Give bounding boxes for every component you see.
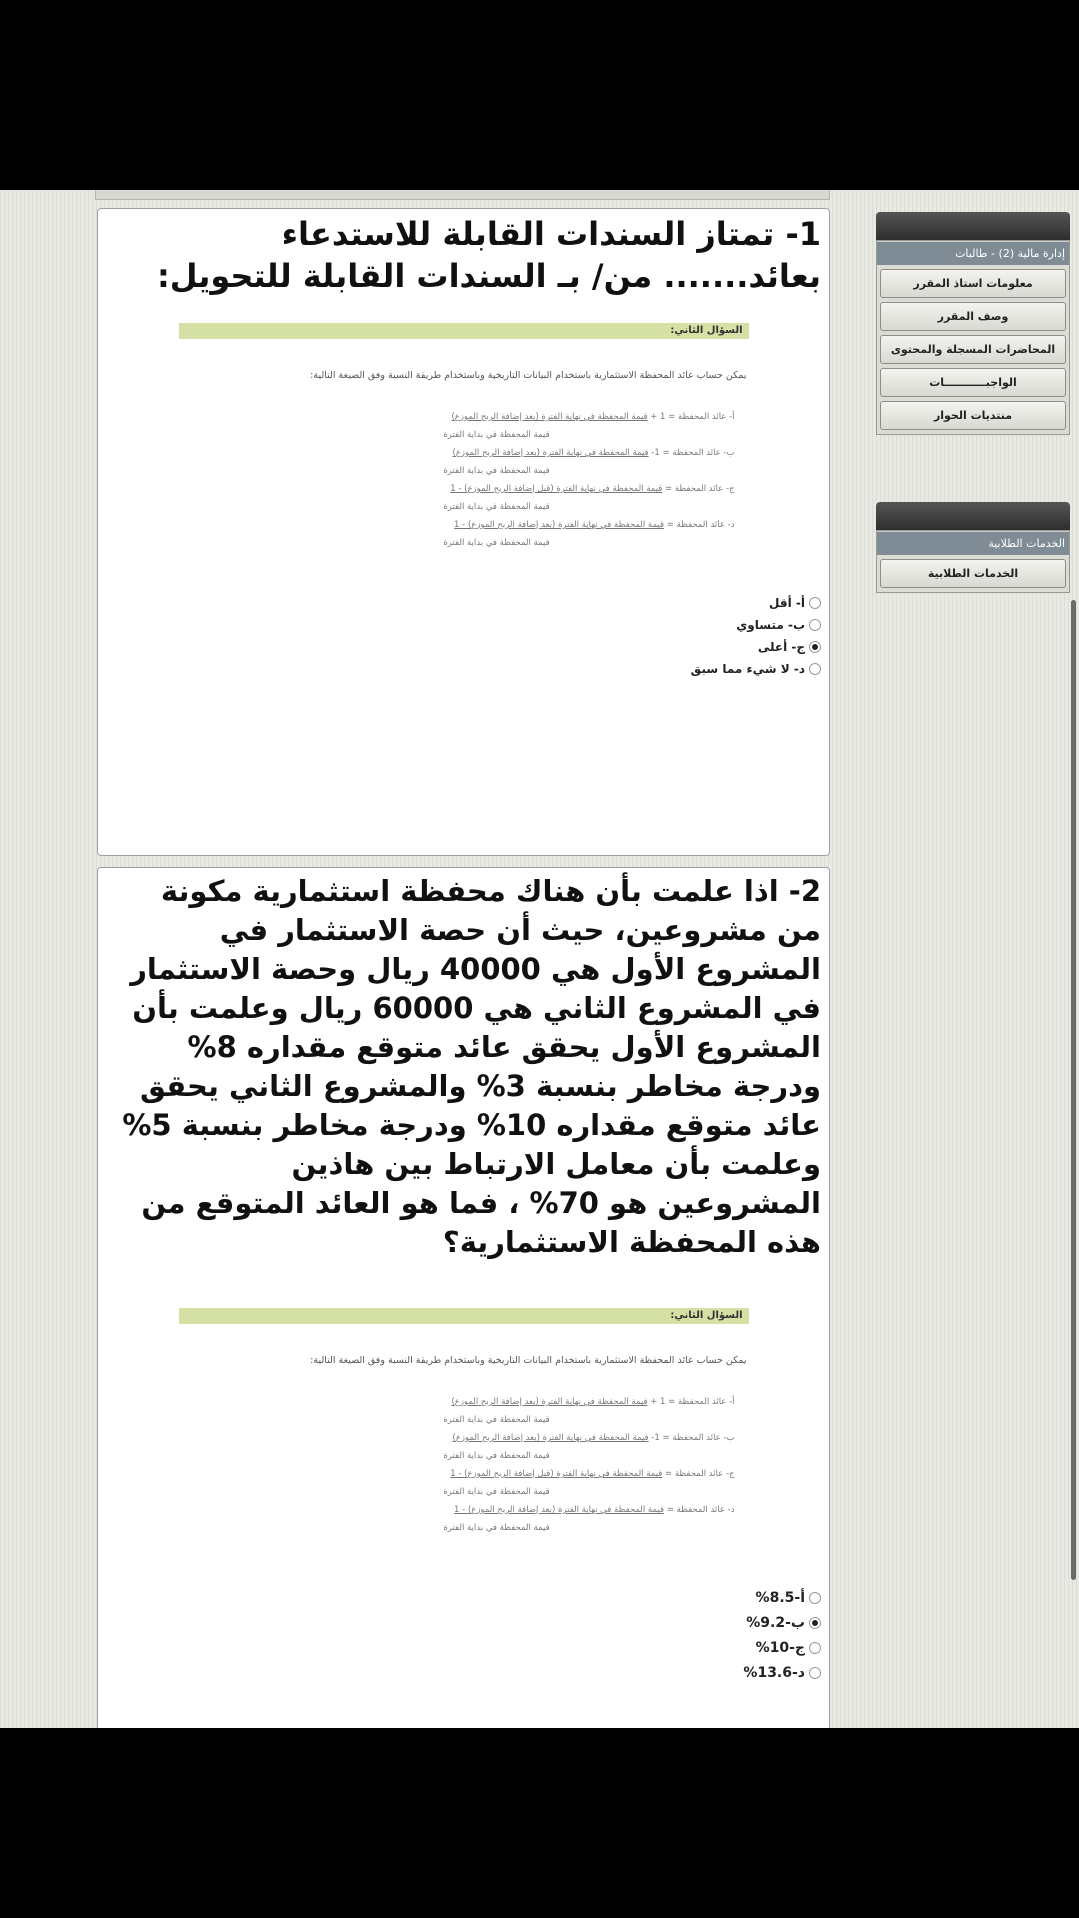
services-menu-body	[876, 530, 1070, 593]
sidebar-item-course-description[interactable]: وصف المقرر	[880, 302, 1066, 331]
formula-numerator: قيمة المحفظة في نهاية الفترة (بعد إضافة الربح الموزع)	[452, 1433, 649, 1443]
question-2-embedded-image	[179, 1308, 749, 1539]
option-a[interactable]	[98, 592, 821, 614]
option-c[interactable]	[98, 636, 821, 658]
formula-label: ج- عائد المحفظة =	[665, 1469, 735, 1479]
radio-button-selected[interactable]	[809, 1617, 821, 1629]
formula-row	[179, 446, 735, 460]
formula-row	[179, 1467, 735, 1481]
question-1-title: 1- تمتاز السندات القابلة للاستدعاء بعائد....... من/ بـ السندات القابلة للتحويل:	[156, 215, 821, 295]
formula-denominator: قيمة المحفظة في بداية الفترة	[443, 502, 550, 512]
option-label: د-13.6%	[743, 1664, 805, 1681]
option-label: ب- متساوي	[736, 618, 805, 632]
formula-row	[179, 1503, 735, 1517]
formula-row	[179, 1395, 735, 1409]
formula-label: د- عائد المحفظة =	[666, 520, 735, 530]
formula-row	[179, 1431, 735, 1445]
formula-numerator: قيمة المحفظة في نهاية الفترة (بعد إضافة الربح الموزع)	[452, 448, 649, 458]
formula-denominator: قيمة المحفظة في بداية الفترة	[443, 466, 550, 476]
formula-numerator: قيمة المحفظة في نهاية الفترة (بعد إضافة الربح الموزع)	[451, 1397, 648, 1407]
option-d[interactable]	[98, 658, 821, 680]
option-label: د- لا شيء مما سبق	[690, 662, 805, 676]
option-label: ج-10%	[755, 1639, 805, 1656]
formula-denominator: قيمة المحفظة في بداية الفترة	[443, 430, 550, 440]
option-label: أ-8.5%	[755, 1589, 805, 1606]
radio-button[interactable]	[809, 1592, 821, 1604]
formula-numerator: قيمة المحفظة في نهاية الفترة (بعد إضافة الربح الموزع)	[451, 412, 648, 422]
embed-header: السؤال الثاني:	[179, 1308, 749, 1324]
formula-denominator: قيمة المحفظة في بداية الفترة	[443, 1451, 550, 1461]
question-card-2	[97, 867, 830, 1728]
radio-button[interactable]	[809, 663, 821, 675]
formula-row	[179, 482, 735, 496]
question-card-1	[97, 208, 830, 856]
embed-header: السؤال الثاني:	[179, 323, 749, 339]
embed-intro: يمكن حساب عائد المحفظة الاستثمارية باستخدام البيانات التاريخية وباستخدام طريقة النسبة وفق الصيغة التالية:	[310, 1355, 747, 1366]
sidebar-item-forums[interactable]: منتديات الحوار	[880, 401, 1066, 430]
radio-button-selected[interactable]	[809, 641, 821, 653]
course-menu-body	[876, 240, 1070, 435]
course-menu-header-bar	[876, 212, 1070, 240]
option-label: ب-9.2%	[746, 1614, 805, 1631]
formula-label: د- عائد المحفظة =	[666, 1505, 735, 1515]
sidebar-item-assignments[interactable]: الواجبـــــــــــات	[880, 368, 1066, 397]
option-c[interactable]	[98, 1635, 821, 1660]
formula-label: ب- عائد المحفظة = 1-	[651, 1433, 735, 1443]
embed-intro: يمكن حساب عائد المحفظة الاستثمارية باستخدام البيانات التاريخية وباستخدام طريقة النسبة وفق الصيغة التالية:	[310, 370, 747, 381]
formula-label: أ- عائد المحفظة = 1 +	[650, 412, 735, 422]
radio-button[interactable]	[809, 1667, 821, 1679]
radio-button[interactable]	[809, 619, 821, 631]
option-label: ج- أعلى	[757, 640, 805, 654]
formula-row	[179, 518, 735, 532]
formula-label: ب- عائد المحفظة = 1-	[651, 448, 735, 458]
formula-row	[179, 410, 735, 424]
formula-denominator: قيمة المحفظة في بداية الفترة	[443, 538, 550, 548]
option-label: أ- أقل	[769, 596, 805, 610]
sidebar-item-instructor-info[interactable]: معلومات استاذ المقرر	[880, 269, 1066, 298]
services-menu	[876, 502, 1070, 593]
top-divider	[95, 190, 830, 200]
formula-label: أ- عائد المحفظة = 1 +	[650, 1397, 735, 1407]
option-d[interactable]	[98, 1660, 821, 1685]
radio-button[interactable]	[809, 1642, 821, 1654]
screen	[0, 190, 1079, 1728]
course-menu	[876, 212, 1070, 435]
formula-list	[179, 410, 749, 554]
option-b[interactable]	[98, 614, 821, 636]
services-menu-header-bar	[876, 502, 1070, 530]
vertical-scrollbar[interactable]	[1071, 600, 1076, 1580]
sidebar-item-recorded-lectures[interactable]: المحاضرات المسجلة والمحتوى	[880, 335, 1066, 364]
sidebar-item-student-services[interactable]: الخدمات الطلابية	[880, 559, 1066, 588]
formula-numerator: قيمة المحفظة في نهاية الفترة (قبل إضافة الربح الموزع) - 1	[450, 1469, 663, 1479]
formula-numerator: قيمة المحفظة في نهاية الفترة (قبل إضافة الربح الموزع) - 1	[450, 484, 663, 494]
course-title: إدارة مالية (2) - طالبات	[877, 241, 1069, 265]
question-2-title: 2- اذا علمت بأن هناك محفظة استثمارية مكونة من مشروعين، حيث أن حصة الاستثمار في المشروع الأول هي 40000 ريال وحصة الاستثمار في المشروع الثاني هي 60000 ريال وعلمت بأن المشروع الأول يحقق عائد متوقع مقداره 8% ودرجة مخاطر بنسبة 3% والمشروع الثاني يحقق عائد متوقع مقداره 10% ودرجة مخاطر بنسبة 5% وعلمت بأن معامل الارتباط بين هاذين المشروعين هو 70% ، فما هو العائد المتوقع من هذه المحفظة الاستثمارية؟	[122, 874, 821, 1259]
formula-denominator: قيمة المحفظة في بداية الفترة	[443, 1415, 550, 1425]
question-1-options	[98, 592, 829, 680]
option-b[interactable]	[98, 1610, 821, 1635]
formula-numerator: قيمة المحفظة في نهاية الفترة (بعد إضافة الربح الموزع) - 1	[454, 520, 665, 530]
formula-denominator: قيمة المحفظة في بداية الفترة	[443, 1523, 550, 1533]
formula-numerator: قيمة المحفظة في نهاية الفترة (بعد إضافة الربح الموزع) - 1	[454, 1505, 665, 1515]
question-1-embedded-image	[179, 323, 749, 554]
formula-denominator: قيمة المحفظة في بداية الفترة	[443, 1487, 550, 1497]
formula-label: ج- عائد المحفظة =	[665, 484, 735, 494]
formula-list	[179, 1395, 749, 1539]
radio-button[interactable]	[809, 597, 821, 609]
question-2-options	[98, 1585, 829, 1685]
option-a[interactable]	[98, 1585, 821, 1610]
services-title: الخدمات الطلابية	[877, 531, 1069, 555]
